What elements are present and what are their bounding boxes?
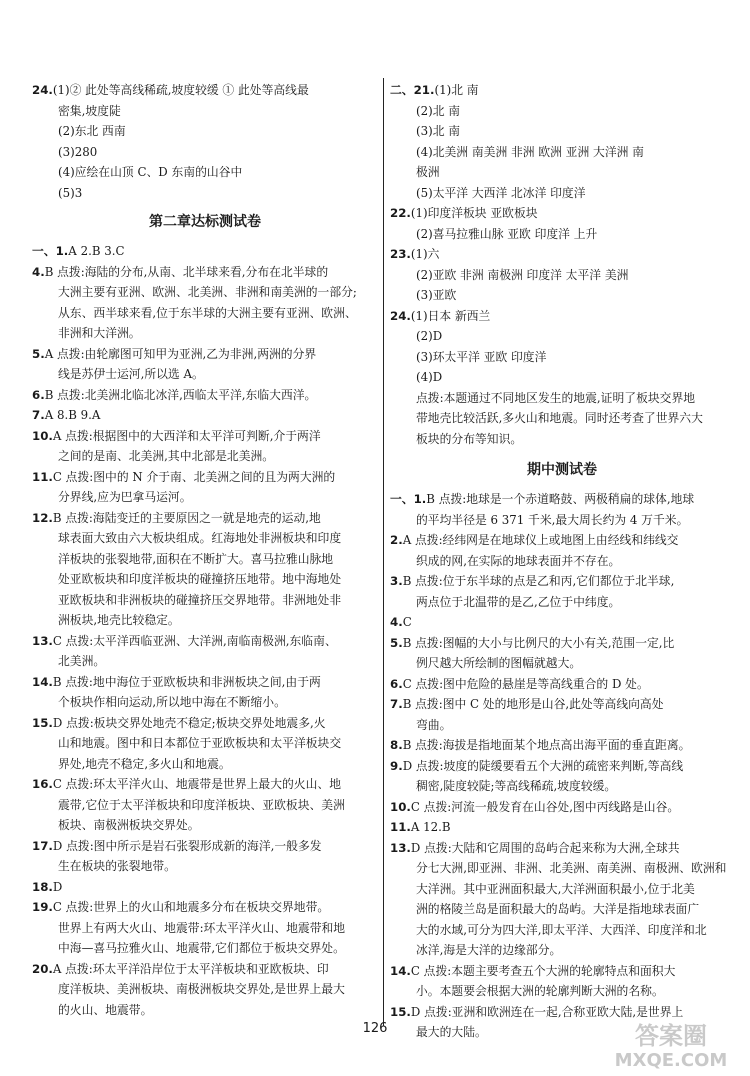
answer-continuation: 界处,地壳不稳定,多火山和地震。 xyxy=(58,756,231,771)
answer-number: 13. xyxy=(32,633,53,648)
column-divider xyxy=(383,78,384,1026)
answer-subline: (2)D xyxy=(416,329,443,343)
answer-text: C 点拨:河流一般发育在山谷处,图中丙线路是山谷。 xyxy=(410,799,680,814)
answer-number: 8. xyxy=(390,738,403,752)
answer-item xyxy=(390,694,734,735)
answer-number: 14. xyxy=(390,963,411,978)
answer-item xyxy=(390,612,734,633)
answer-number: 18. xyxy=(32,879,53,894)
answer-number: 11. xyxy=(32,469,53,484)
answer-item xyxy=(390,121,734,142)
answer-text: (1)日本 新西兰 xyxy=(410,308,491,323)
answer-subline: 极洲 xyxy=(416,165,440,179)
answer-continuation: 板块、南极洲板块交界处。 xyxy=(58,818,200,832)
answer-item xyxy=(390,735,734,756)
answer-number: 5. xyxy=(390,635,403,650)
midterm-answer-list xyxy=(390,489,734,1043)
answer-subline: (3)北 南 xyxy=(416,124,461,138)
answer-number: 10. xyxy=(32,428,53,443)
answer-item xyxy=(32,877,378,898)
answer-item xyxy=(390,367,734,388)
answer-item xyxy=(32,344,378,385)
answer-continuation: 洲的格陵兰岛是面积最大的岛屿。大洋是指地球表面广 xyxy=(416,902,700,916)
answer-item xyxy=(32,836,378,877)
answer-subline: (4)D xyxy=(416,370,443,384)
answer-item xyxy=(390,347,734,368)
answer-item xyxy=(390,142,734,163)
answer-text: B 点拨:北美洲北临北冰洋,西临太平洋,东临大西洋。 xyxy=(44,387,317,402)
answer-continuation: 最大的大陆。 xyxy=(416,1025,487,1039)
answer-continuation: 分界线,应为巴拿马运河。 xyxy=(58,490,192,504)
answer-item xyxy=(390,306,734,327)
answer-text: (1)印度洋板块 亚欧板块 xyxy=(410,206,538,220)
answer-subline: 带地壳比较活跃,多火山和地震。同时还考查了世界六大 xyxy=(416,411,703,425)
answer-continuation: 大洲主要有亚洲、欧洲、北美洲、非洲和南美洲的一部分; xyxy=(58,285,357,299)
answer-continuation: 震带,它位于太平洋板块和印度洋板块、亚欧板块、美洲 xyxy=(58,797,345,812)
answer-item xyxy=(32,241,378,262)
answer-continuation: 北美洲。 xyxy=(58,654,106,668)
right-answer-list xyxy=(390,80,734,449)
answer-subline: (2)亚欧 非洲 南极洲 印度洋 太平洋 美洲 xyxy=(416,267,629,282)
section-title-midterm: 期中测试卷 xyxy=(527,462,597,478)
answer-item xyxy=(32,897,378,959)
answer-number: 14. xyxy=(32,674,53,689)
answer-subline: (2)喜马拉雅山脉 亚欧 印度洋 上升 xyxy=(416,226,598,241)
answer-text: D 点拨:坡度的陡缓要看五个大洲的疏密来判断,等高线 xyxy=(402,758,684,773)
answer-text: B 点拨:图中 C 处的地形是山谷,此处等高线向高处 xyxy=(402,697,664,711)
watermark-logo xyxy=(598,1018,744,1072)
answer-continuation: 冰洋,海是大洋的边缘部分。 xyxy=(416,943,562,957)
answer-text: (1)北 南 xyxy=(434,83,479,97)
answer-number: 2. xyxy=(390,533,403,547)
answer-text: C 点拨:图中的 N 介于南、北美洲之间的且为两大洲的 xyxy=(52,469,336,484)
answer-text: C 点拨:世界上的火山和地震多分布在板块交界地带。 xyxy=(52,900,330,914)
answer-continuation: 中海—喜马拉雅火山、地震带,它们都位于板块交界处。 xyxy=(58,941,345,955)
answer-text: D 点拨:图中所示是岩石张裂形成新的海洋,一般多发 xyxy=(52,838,322,853)
answer-item xyxy=(32,262,378,344)
answer-item xyxy=(390,817,734,838)
answer-item xyxy=(390,101,734,122)
answer-item xyxy=(390,80,734,101)
answer-item xyxy=(32,672,378,713)
answer-item xyxy=(390,244,734,265)
answer-item xyxy=(390,571,734,612)
answer-continuation: 球表面大致由六大板块组成。红海地处非洲板块和印度 xyxy=(58,531,342,545)
answer-continuation: 两点位于北温带的是乙,乙位于中纬度。 xyxy=(416,594,621,609)
answer-text: A 点拨:环太平洋沿岸位于太平洋板块和亚欧板块、印 xyxy=(52,961,329,976)
answer-number: 20. xyxy=(32,961,53,976)
answer-subline: (3)亚欧 xyxy=(416,288,457,302)
answer-item xyxy=(32,80,378,121)
answer-text: A 2.B 3.C xyxy=(68,244,125,258)
answer-text: D xyxy=(52,879,63,894)
answer-number: 15. xyxy=(32,715,53,730)
answer-continuation: 世界上有两大火山、地震带:环太平洋火山、地震带和地 xyxy=(58,920,346,935)
answer-subline: (2)北 南 xyxy=(416,103,461,118)
answer-item xyxy=(390,183,734,204)
answer-item xyxy=(390,530,734,571)
answer-continuation: 洲板块,地壳比较稳定。 xyxy=(58,613,180,627)
answer-text: D 点拨:板块交界处地壳不稳定;板块交界处地震多,火 xyxy=(52,715,326,730)
section-title-chapter2: 第二章达标测试卷 xyxy=(149,214,261,230)
answer-number: 4. xyxy=(390,615,403,629)
answer-text: A 8.B 9.A xyxy=(44,408,101,422)
answer-continuation: 线是苏伊士运河,所以选 A。 xyxy=(58,367,204,381)
answer-item xyxy=(390,633,734,674)
answer-text: C 点拨:图中危险的悬崖是等高线重合的 D 处。 xyxy=(402,676,649,691)
answer-number: 17. xyxy=(32,838,53,853)
answer-item xyxy=(32,121,378,142)
answer-continuation: 亚欧板块和非洲板块的碰撞挤压交界地带。非洲地处非 xyxy=(58,592,342,607)
answer-text: B 点拨:海拔是指地面某个地点高出海平面的垂直距离。 xyxy=(402,738,691,752)
answer-number: 13. xyxy=(390,840,411,855)
answer-subline: (3)环太平洋 亚欧 印度洋 xyxy=(416,349,547,364)
answer-number: 6. xyxy=(390,676,403,691)
right-column xyxy=(390,80,734,1043)
answer-text: B 点拨:地中海位于亚欧板块和非洲板块之间,由于两 xyxy=(52,674,321,689)
answer-number: 15. xyxy=(390,1004,411,1019)
answer-number: 7. xyxy=(32,408,45,422)
answer-text: C 点拨:环太平洋火山、地震带是世界上最大的火山、地 xyxy=(52,777,341,791)
answer-item xyxy=(390,224,734,245)
answer-text: B 点拨:海陆的分布,从南、北半球来看,分布在北半球的 xyxy=(44,264,329,279)
answer-item xyxy=(390,674,734,695)
answer-text: A 12.B xyxy=(410,820,451,834)
answer-continuation: 小。本题要会根据大洲的轮廓判断大洲的名称。 xyxy=(416,984,664,998)
answer-item xyxy=(390,265,734,286)
answer-item xyxy=(390,162,734,183)
answer-subline: (5)太平洋 大西洋 北冰洋 印度洋 xyxy=(416,185,586,200)
answer-continuation: 之间的是南、北美洲,其中北部是北美洲。 xyxy=(58,449,275,463)
answer-continuation: 弯曲。 xyxy=(416,717,452,732)
answer-continuation: 的平均半径是 6 371 千米,最大周长约为 4 万千米。 xyxy=(416,512,689,527)
answer-continuation: 分七大洲,即亚洲、非洲、北美洲、南美洲、南极洲、欧洲和 xyxy=(416,861,727,875)
answer-continuation: 生在板块的张裂地带。 xyxy=(58,859,176,873)
answer-item xyxy=(32,142,378,163)
answer-continuation: 例尺越大所绘制的图幅就越大。 xyxy=(416,656,582,670)
answer-subline: (3)280 xyxy=(58,144,98,159)
answer-text: D 点拨:亚洲和欧洲连在一起,合称亚欧大陆,是世界上 xyxy=(410,1004,684,1019)
answer-item xyxy=(390,285,734,306)
answer-number: 19. xyxy=(32,900,53,914)
answer-item xyxy=(32,508,378,631)
answer-number: 12. xyxy=(32,510,53,525)
answer-continuation: 洋板块的张裂地带,面积在不断扩大。喜马拉雅山脉地 xyxy=(58,551,334,566)
answer-continuation: 从东、西半球来看,位于东半球的大洲主要有亚洲、欧洲、 xyxy=(58,305,357,320)
answer-subline: 板块的分布等知识。 xyxy=(416,431,523,446)
answer-item xyxy=(32,959,378,1021)
answer-item xyxy=(390,797,734,818)
left-answer-list xyxy=(32,241,378,1020)
answer-subline: (5)3 xyxy=(58,185,83,200)
answer-text: B 点拨:图幅的大小与比例尺的大小有关,范围一定,比 xyxy=(402,635,675,650)
watermark-url: MXQE.COM xyxy=(614,1050,728,1071)
answer-continuation: 密集,坡度陡 xyxy=(58,103,121,118)
answer-text: (1)六 xyxy=(410,247,440,261)
answer-item xyxy=(32,162,378,183)
answer-item xyxy=(390,429,734,450)
answer-item xyxy=(32,183,378,204)
answer-item xyxy=(390,961,734,1002)
answer-item xyxy=(390,756,734,797)
answer-text: B 点拨:位于东半球的点是乙和丙,它们都位于北半球, xyxy=(402,574,675,588)
answer-item xyxy=(32,426,378,467)
answer-number: 22. xyxy=(390,206,411,220)
answer-continuation: 大洋洲。其中亚洲面积最大,大洋洲面积最小,位于北美 xyxy=(416,881,695,896)
answer-continuation: 处亚欧板块和印度洋板块的碰撞挤压地带。地中海地处 xyxy=(58,572,342,586)
answer-text: C 点拨:太平洋西临亚洲、大洋洲,南临南极洲,东临南、 xyxy=(52,633,337,648)
answer-continuation: 的火山、地震带。 xyxy=(58,1002,153,1017)
answer-continuation: 度洋板块、美洲板块、南极洲板块交界处,是世界上最大 xyxy=(58,982,345,996)
answer-number: 4. xyxy=(32,264,45,279)
answer-number: 24. xyxy=(32,83,53,97)
answer-text: C 点拨:本题主要考查五个大洲的轮廓特点和面积大 xyxy=(410,963,676,978)
left-top-answers xyxy=(32,80,378,203)
answer-number: 3. xyxy=(390,574,403,588)
answer-number: 23. xyxy=(390,247,411,261)
answer-number: 一、1. xyxy=(32,244,69,258)
answer-continuation: 稠密,陡度较陡;等高线稀疏,坡度较缓。 xyxy=(416,779,617,793)
answer-continuation: 个板块作相向运动,所以地中海在不断缩小。 xyxy=(58,695,286,709)
answer-number: 一、1. xyxy=(390,492,427,506)
answer-continuation: 非洲和大洋洲。 xyxy=(58,326,141,340)
answer-item xyxy=(390,326,734,347)
answer-number: 24. xyxy=(390,308,411,323)
answer-item xyxy=(390,203,734,224)
answer-item xyxy=(32,467,378,508)
answer-text: A 点拨:经纬网是在地球仪上或地图上由经线和纬线交 xyxy=(402,533,679,547)
answer-text: B 点拨:地球是一个赤道略鼓、两极稍扁的球体,地球 xyxy=(426,492,695,506)
answer-item xyxy=(32,713,378,775)
answer-number: 7. xyxy=(390,697,403,711)
answer-number: 5. xyxy=(32,346,45,361)
answer-continuation: 织成的网,在实际的地球表面并不存在。 xyxy=(416,553,621,568)
watermark-text: 答案圈 xyxy=(635,1022,707,1050)
answer-item xyxy=(390,408,734,429)
answer-subline: 点拨:本题通过不同地区发生的地震,证明了板块交界地 xyxy=(416,390,696,405)
left-column xyxy=(32,80,378,1020)
answer-item xyxy=(32,405,378,426)
answer-number: 11. xyxy=(390,820,411,834)
answer-item xyxy=(32,631,378,672)
answer-item xyxy=(390,838,734,961)
answer-item xyxy=(32,385,378,406)
answer-number: 16. xyxy=(32,777,53,791)
answer-text: A 点拨:由轮廓图可知甲为亚洲,乙为非洲,两洲的分界 xyxy=(44,346,317,361)
answer-continuation: 大的水域,可分为四大洋,即太平洋、大西洋、印度洋和北 xyxy=(416,922,707,937)
answer-text: C xyxy=(402,615,412,629)
answer-text: (1)② 此处等高线稀疏,坡度较缓 ① 此处等高线最 xyxy=(52,83,309,97)
answer-number: 9. xyxy=(390,758,403,773)
answer-continuation: 山和地震。图中和日本都位于亚欧板块和太平洋板块交 xyxy=(58,736,342,750)
answer-number: 6. xyxy=(32,387,45,402)
answer-subline: (4)应绘在山顶 C、D 东南的山谷中 xyxy=(58,165,243,179)
answer-text: A 点拨:根据图中的大西洋和太平洋可判断,介于两洋 xyxy=(52,428,321,443)
answer-number: 10. xyxy=(390,799,411,814)
answer-text: D 点拨:大陆和它周围的岛屿合起来称为大洲,全球共 xyxy=(410,840,680,855)
answer-item xyxy=(390,489,734,530)
page-number: 126 xyxy=(362,1021,388,1036)
answer-text: B 点拨:海陆变迁的主要原因之一就是地壳的运动,地 xyxy=(52,510,321,525)
answer-number: 二、21. xyxy=(390,83,435,97)
answer-item xyxy=(390,388,734,409)
answer-subline: (4)北美洲 南美洲 非洲 欧洲 亚洲 大洋洲 南 xyxy=(416,144,644,159)
answer-item xyxy=(32,774,378,836)
answer-subline: (2)东北 西南 xyxy=(58,124,126,138)
